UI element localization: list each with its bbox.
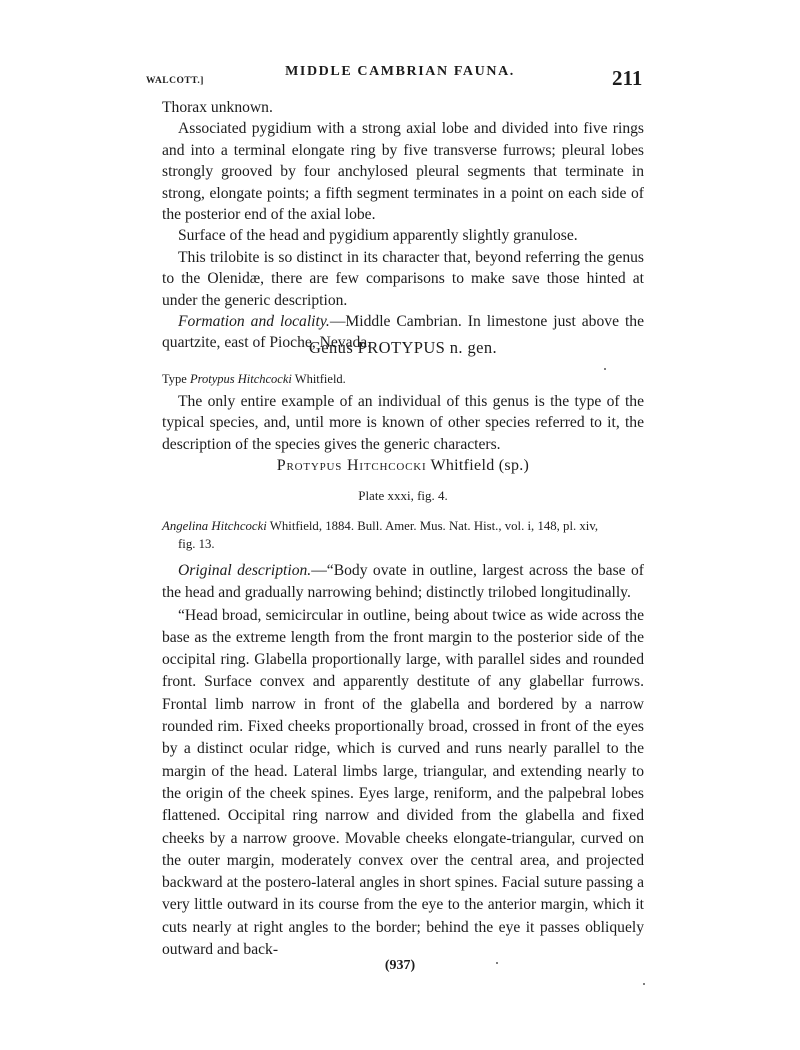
print-speck [496, 962, 498, 964]
type-author: Whitfield. [291, 372, 346, 386]
section-description [162, 560, 644, 961]
running-head [0, 64, 800, 94]
paragraph-comparison: This trilobite is so distinct in its character that, beyond referring the genus to the Olenidæ, there are few comparisons to make save those hinted at under the generic description. [162, 248, 644, 309]
type-species-name: Protypus Hitchcocki [189, 372, 292, 386]
species-author: Whitfield (sp.) [426, 457, 530, 474]
synonymy-reference-cont: fig. 13. [178, 537, 215, 551]
species-name: Protypus Hitchcocki [276, 457, 427, 474]
print-speck [604, 368, 606, 370]
formation-label: Formation and locality. [178, 313, 330, 331]
running-title: MIDDLE CAMBRIAN FAUNA. [285, 64, 515, 79]
paragraph-original-description [162, 560, 644, 605]
synonymy-reference: Whitfield, 1884. Bull. Amer. Mus. Nat. Hist., vol. i, 148, pl. xiv, [266, 519, 599, 533]
page-number: 211 [612, 66, 643, 90]
type-species-line [162, 372, 644, 387]
type-prefix: Type [162, 372, 190, 386]
paragraph-thorax: Thorax unknown. [162, 99, 273, 116]
genus-heading: Genus PROTYPUS n. gen. [308, 338, 498, 357]
paragraph-head: “Head broad, semicircular in outline, being about twice as wide across the base as the extreme length from the front margin to the posterior side of the occipital ring. Glabella proportionally large, with parallel sides and rounded front. Surface convex and apparently destitute of any glabellar furrows. Frontal limb narrow in front of the glabella and bordered by a narrow rounded rim. Fixed cheeks proportionally broad, crossed in front of the eyes by a distinct ocular ridge, which is curved and runs nearly parallel to the margin of the head. Lateral limbs large, triangular, and extending nearly to the origin of the cheek spines. Eyes large, reniform, and the palpebral lobes flattened. Occipital ring narrow and divided from the glabella and fixed cheeks by a narrow groove. Movable cheeks elongate-triangular, curved on the outer margin, moderately convex over the central area, and projected backward at the postero-lateral angles in short spines. Facial suture passing a very little outward in its course from the eye to the anterior margin, which it cuts nearly at right angles to the border; behind the eye it passes obliquely outward and back- [162, 606, 644, 959]
paragraph-pygidium: Associated pygidium with a strong axial lobe and divided into five rings and into a terminal elongate ring by five transverse furrows; pleural lobes strongly grooved by four anchylosed pleural segments that terminate in strong, elongate points; a fifth segment terminates in a point on each side of the posterior end of the axial lobe. [162, 120, 644, 224]
synonymy [162, 517, 644, 553]
author-tag: WALCOTT.] [146, 76, 204, 86]
section-previous-species [162, 97, 644, 354]
synonymy-name: Angelina Hitchcocki [162, 519, 267, 533]
description-label: Original description. [178, 562, 312, 579]
species-heading [162, 457, 644, 475]
plate-reference: Plate xxxi, fig. 4. [358, 488, 448, 503]
paragraph-genus: The only entire example of an individual of this genus is the type of the typical species, and, until more is known of other species referred to it, the description of the species gives the generic characters. [162, 393, 644, 453]
paragraph-surface: Surface of the head and pygidium apparently slightly granulose. [178, 227, 578, 245]
section-genus [162, 391, 644, 455]
description-intro: —“Body ovate in outline, largest across the base of the head and gradually narrowing behind; distinctly trilobed longitudinally. [162, 562, 644, 602]
formation-text: —Middle Cambrian. In limestone just above the quartzite, east of Pioche, Nevada. [162, 313, 644, 352]
folio-number: (937) [384, 958, 416, 973]
print-speck [643, 983, 645, 985]
